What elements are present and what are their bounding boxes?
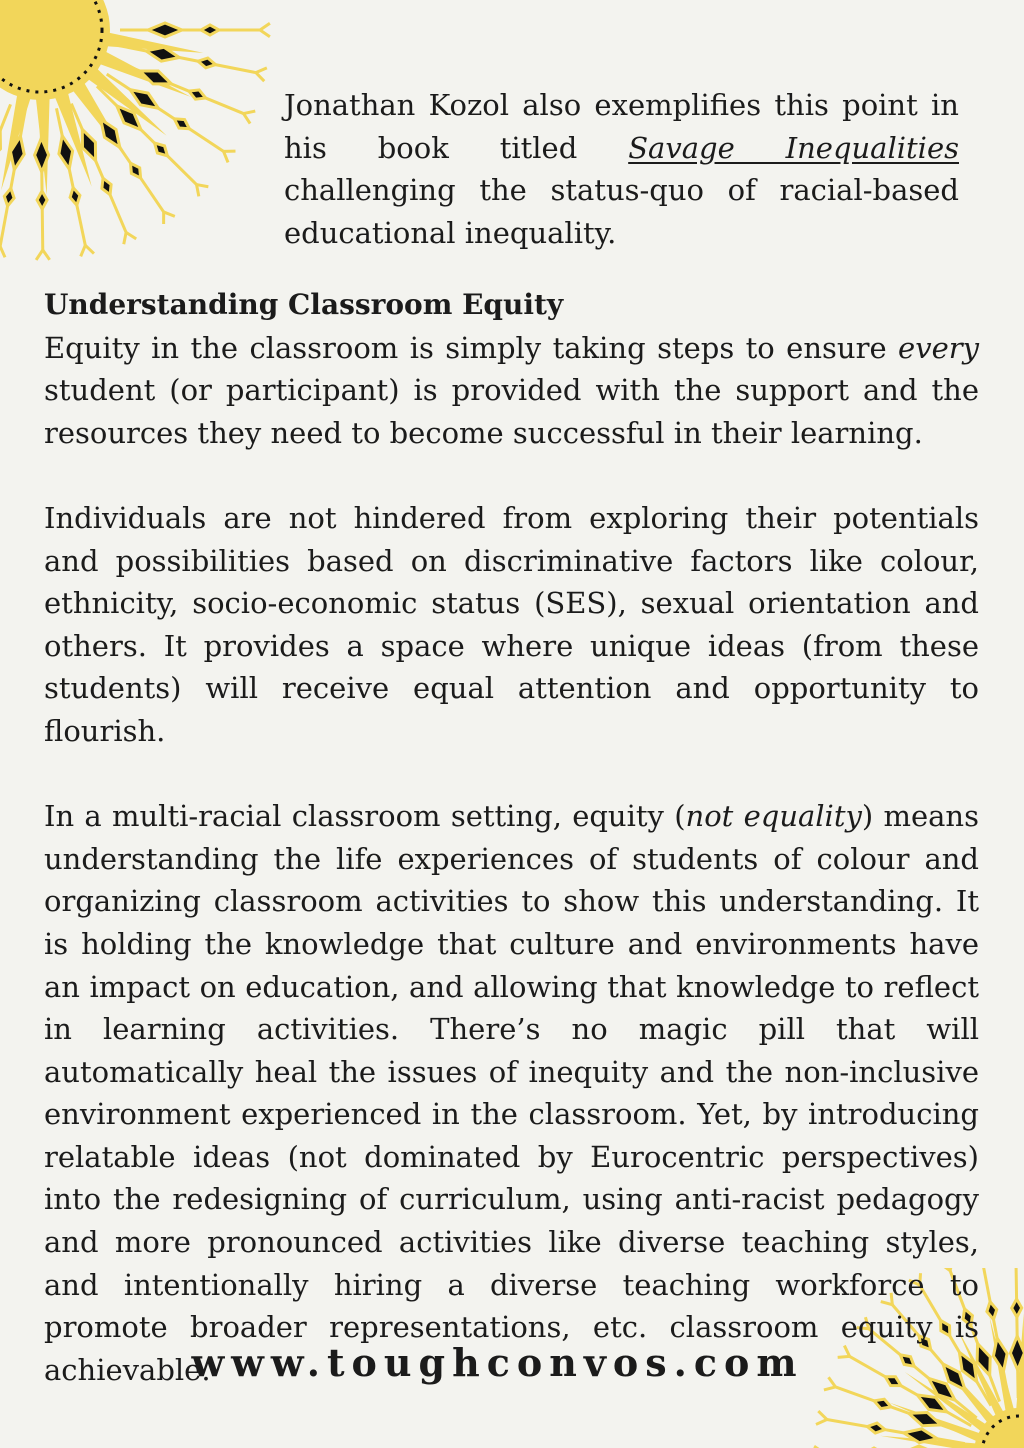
ray-fork-shape <box>244 111 256 114</box>
diamond-ornament-shape <box>189 90 206 99</box>
diamond-ornament-shape <box>102 178 111 195</box>
ray-fork-shape <box>256 73 264 82</box>
p3-text-before: In a multi-racial classroom setting, equity ( <box>44 799 686 834</box>
ray-fork-shape <box>260 30 270 37</box>
paragraph-individuals: Individuals are not hindered from exploring their potentials and possibilities based on discriminative factors like colour, ethnicity, socio-economic status (SES), sexual orientation and others. It provides a space where unique ideas (from these students) will receive equal attention and opportunity to flourish. <box>44 500 979 748</box>
diamond-ornament-shape <box>37 191 47 209</box>
intro-paragraph <box>284 84 959 254</box>
diamond-ornament-shape <box>82 129 95 160</box>
ray-fork-shape <box>256 68 267 73</box>
p1-text-after: student (or participant) is provided with the support and the resources they need to become successful in their learning. <box>44 373 979 450</box>
ray-fork-shape <box>223 151 228 162</box>
diamond-ornament-shape <box>993 1338 1007 1371</box>
p3-text-after: ) means understanding the life experiences of students of colour and organizing classroom activities to show this understanding. It is holding the knowledge that culture and environments have an impact on education, and allowing that knowledge to reflect in learning activities. There’s no magic pill that will automatically heal the issues of inequity and the non-inclusive environment experienced in the classroom. Yet, by introducing relatable ideas (not dominated by Eurocentric perspectives) into the redesigning of curriculum, using anti-racist pedagogy and more pronounced activities like diverse teaching styles, and intentionally hiring a diverse teaching workforce to promote broader representations, etc. classroom equity is achievable. <box>44 799 979 1387</box>
diamond-ornament-shape <box>140 71 172 84</box>
sunburst-ornament-top-left <box>0 0 300 270</box>
section-heading: Understanding Classroom Equity <box>44 288 564 321</box>
article-body <box>44 284 979 1434</box>
ray-fork-shape <box>36 250 43 260</box>
book-title: Savage Inequalities <box>628 130 959 165</box>
intro-text-before: Jonathan Kozol also exemplifies this point in his book titled <box>284 88 959 165</box>
paragraph-equity-definition <box>44 327 979 455</box>
ray-line-shape <box>41 110 43 250</box>
diamond-ornament-shape <box>0 130 1 162</box>
ray-fork-shape <box>43 250 50 260</box>
diamond-ornament-shape <box>59 136 73 169</box>
diamond-ornament-shape <box>198 58 216 68</box>
p1-emphasis: every <box>898 330 979 365</box>
ray-fork-shape <box>85 245 94 253</box>
diamond-ornament-shape <box>101 119 120 147</box>
diamond-ornament-shape <box>1012 1299 1022 1317</box>
ray-fork-shape <box>0 246 5 257</box>
sun-core-shape <box>0 0 110 100</box>
diamond-ornament-shape <box>201 25 219 35</box>
ray-fork-shape <box>164 212 175 216</box>
diamond-ornament-shape <box>987 1302 997 1320</box>
ray-fork-shape <box>244 114 251 124</box>
p1-text-before: Equity in the classroom is simply taking steps to ensure <box>44 330 899 365</box>
diamond-ornament-shape <box>70 188 80 206</box>
diamond-ornament-shape <box>155 143 168 156</box>
ray-fork-shape <box>126 232 136 238</box>
diamond-ornament-shape <box>148 23 182 37</box>
diamond-ornament-shape <box>4 188 14 206</box>
paragraph-multi-racial <box>44 795 979 1391</box>
website-url: www.toughconvos.com <box>191 1340 804 1385</box>
diamond-ornament-shape <box>131 163 141 178</box>
intro-text-after: challenging the status-quo of racial-based educational inequality. <box>284 173 959 250</box>
diamond-ornament-shape <box>174 119 189 129</box>
p3-emphasis: not equality <box>685 799 862 834</box>
ray-fork-shape <box>81 245 86 256</box>
ray-fork-shape <box>260 23 270 30</box>
ray-fork-shape <box>124 232 126 244</box>
